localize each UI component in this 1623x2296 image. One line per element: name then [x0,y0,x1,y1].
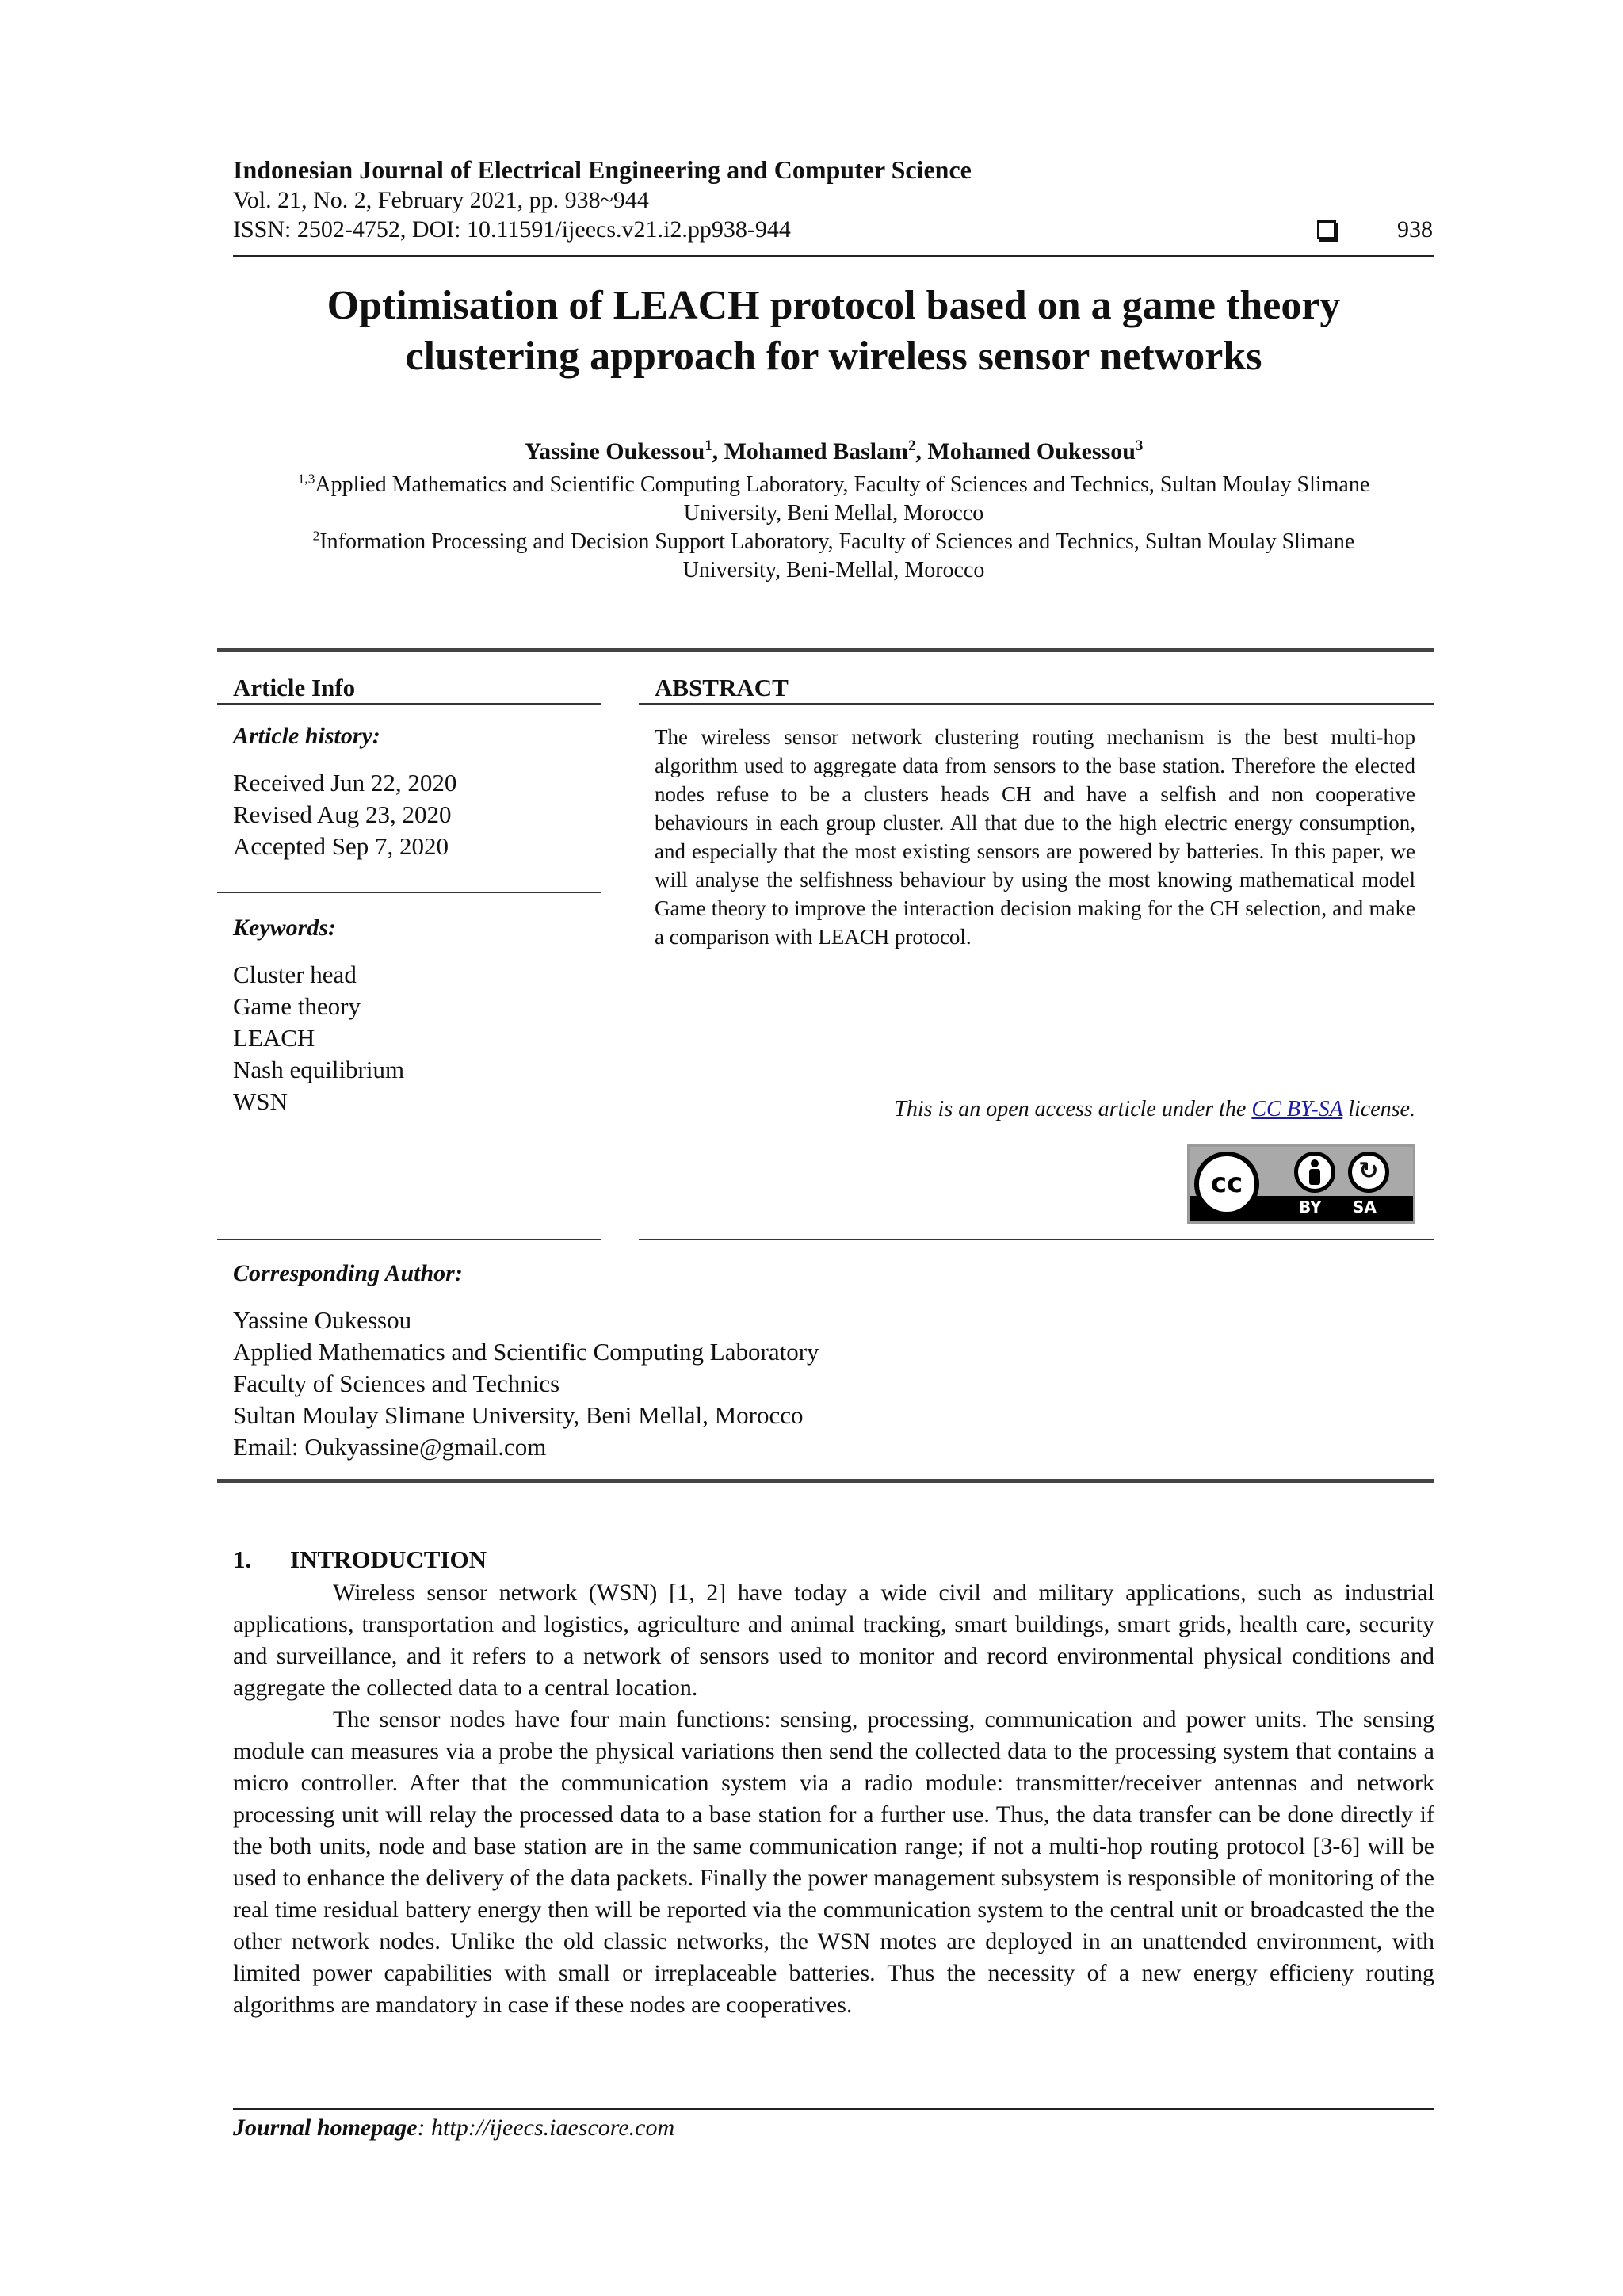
share-alike-icon: ↻ [1348,1152,1389,1193]
keyword-list [233,959,404,1117]
keyword: Cluster head [233,961,357,988]
open-access-note [655,1097,1415,1122]
corresponding-email: Email: Oukyassine@gmail.com [233,1433,547,1461]
square-bullet-icon [1317,220,1336,239]
author-sup: 2 [908,437,916,454]
author-name: Yassine Oukessou [524,438,705,464]
cc-by-sa-link[interactable]: CC BY-SA [1251,1097,1343,1121]
paper-title [233,281,1434,382]
keyword: Game theory [233,992,361,1020]
author-sup: 3 [1135,437,1144,454]
abstract-heading: ABSTRACT [655,674,789,701]
issn-doi-line: ISSN: 2502-4752, DOI: 10.11591/ijeecs.v21.i2.pp938-944 [233,216,791,243]
affiliation-line: University, Beni-Mellal, Morocco [682,558,985,583]
section-number: 1. [233,1545,252,1573]
affiliation [233,528,1434,585]
article-history-heading: Article history: [233,723,380,749]
open-access-prefix: This is an open access article under the [894,1097,1252,1121]
corresponding-name: Yassine Oukessou [233,1306,412,1334]
intro-paragraph-2: The sensor nodes have four main functions: sensing, processing, communication and power units. The sensing module can measures via a probe the physical variations then send the collected data to the processing system that contains a micro controller. After that the communication system via a radio module: transmitter/receiver antennas and network processing unit will relay the processed data to a base station for a further use. Thus, the data transfer can be done directly if the both units, node and base station are in the same communication range; if not a multi-hop routing protocol [3-6] will be used to enhance the delivery of the data packets. Finally the power management subsystem is responsible of monitoring of the real time residual battery energy then will be reported via the communication system to the central unit or broadcasted the the other network nodes. Unlike the old classic networks, the WSN motes are deployed in an unattended environment, with limited power capabilities with small or irreplaceable batteries. Thus the necessity of a new energy efficieny routing algorithms are mandatory in case if these nodes are cooperatives. [233,1706,1434,2018]
keyword: Nash equilibrium [233,1056,405,1083]
affiliation-sup: 1,3 [297,471,315,487]
keyword: WSN [233,1087,288,1115]
received-date: Received Jun 22, 2020 [233,769,457,797]
section-title: INTRODUCTION [290,1545,487,1573]
affiliation-line: Applied Mathematics and Scientific Computing Laboratory, Faculty of Sciences and Technics, Sultan Moulay Slimane [315,472,1370,497]
open-access-suffix: license. [1342,1097,1415,1121]
cc-icon: cc [1194,1152,1259,1217]
keyword: LEACH [233,1024,315,1052]
author-name: Mohamed Oukessou [927,438,1136,464]
intro-paragraph-1: Wireless sensor network (WSN) [1, 2] have today a wide civil and military applications, such as industrial applications, transportation and logistics, agriculture and animal tracking, smart buildings, smart grids, health care, security and surveillance, and it refers to a network of sensors used to monitor and record environmental physical conditions and aggregate the collected data to a central location. [233,1580,1434,1701]
corresponding-university: Sultan Moulay Slimane University, Beni Mellal, Morocco [233,1401,804,1429]
header-rule [233,255,1434,257]
cc-by-sa-badge[interactable] [1187,1144,1415,1224]
journal-name: Indonesian Journal of Electrical Engineering and Computer Science [233,155,972,184]
info-block-top-rule [217,648,1434,652]
corresponding-lab: Applied Mathematics and Scientific Computing Laboratory [233,1338,819,1366]
title-line-2: clustering approach for wireless sensor networks [405,334,1262,379]
author-name: Mohamed Baslam [724,438,909,464]
keywords-heading: Keywords: [233,915,336,941]
abstract-text: The wireless sensor network clustering routing mechanism is the best multi-hop algorithm used to aggregate data from sensors to the base station. Therefore the elected nodes refuse to be a clusters heads CH and have a selfish and non cooperative behaviours in each group cluster. All that due to the high electric energy consumption, and especially that the most existing sensors are powered by batteries. In this paper, we will analyse the selfishness behaviour by using the most knowing mathematical model Game theory to improve the interaction decision making for the CH selection, and make a comparison with LEACH protocol. [655,725,1415,949]
volume-line: Vol. 21, No. 2, February 2021, pp. 938~944 [233,187,649,213]
title-line-1: Optimisation of LEACH protocol based on a game theory [327,283,1341,328]
affiliation-line: Information Processing and Decision Support Laboratory, Faculty of Sciences and Technics, Sultan Moulay Slimane [319,529,1355,554]
affiliation-sup: 2 [312,528,320,544]
by-label: BY [1299,1198,1322,1217]
info-bottom-rule-right [639,1239,1434,1240]
sa-label: SA [1353,1198,1377,1217]
page-number: 938 [1397,216,1433,243]
corresponding-faculty: Faculty of Sciences and Technics [233,1370,560,1397]
affiliation [233,471,1434,528]
corresponding-author-details [233,1305,819,1463]
author-sup: 1 [705,437,712,454]
homepage-sep: : [417,2115,432,2141]
info-block-bottom-rule [217,1479,1434,1483]
author-list: Yassine Oukessou$^1$, Mohamed Baslam$^2$, Mohamed Oukessou$^3$ [524,437,1144,464]
history-keywords-rule [217,892,601,893]
article-history [233,767,456,862]
footer-rule [233,2108,1434,2110]
abstract-rule [639,703,1434,705]
accepted-date: Accepted Sep 7, 2020 [233,832,449,860]
attribution-person-icon [1294,1152,1335,1193]
article-info-rule [217,703,601,705]
section-heading-introduction [233,1545,487,1574]
info-bottom-rule-left [217,1239,601,1240]
homepage-url[interactable]: http://ijeecs.iaescore.com [431,2115,675,2141]
journal-homepage [233,2115,674,2141]
article-info-heading: Article Info [233,674,356,701]
revised-date: Revised Aug 23, 2020 [233,800,452,828]
homepage-label: Journal homepage [233,2115,418,2141]
affiliation-line: University, Beni Mellal, Morocco [683,501,984,525]
corresponding-author-heading: Corresponding Author: [233,1260,463,1286]
